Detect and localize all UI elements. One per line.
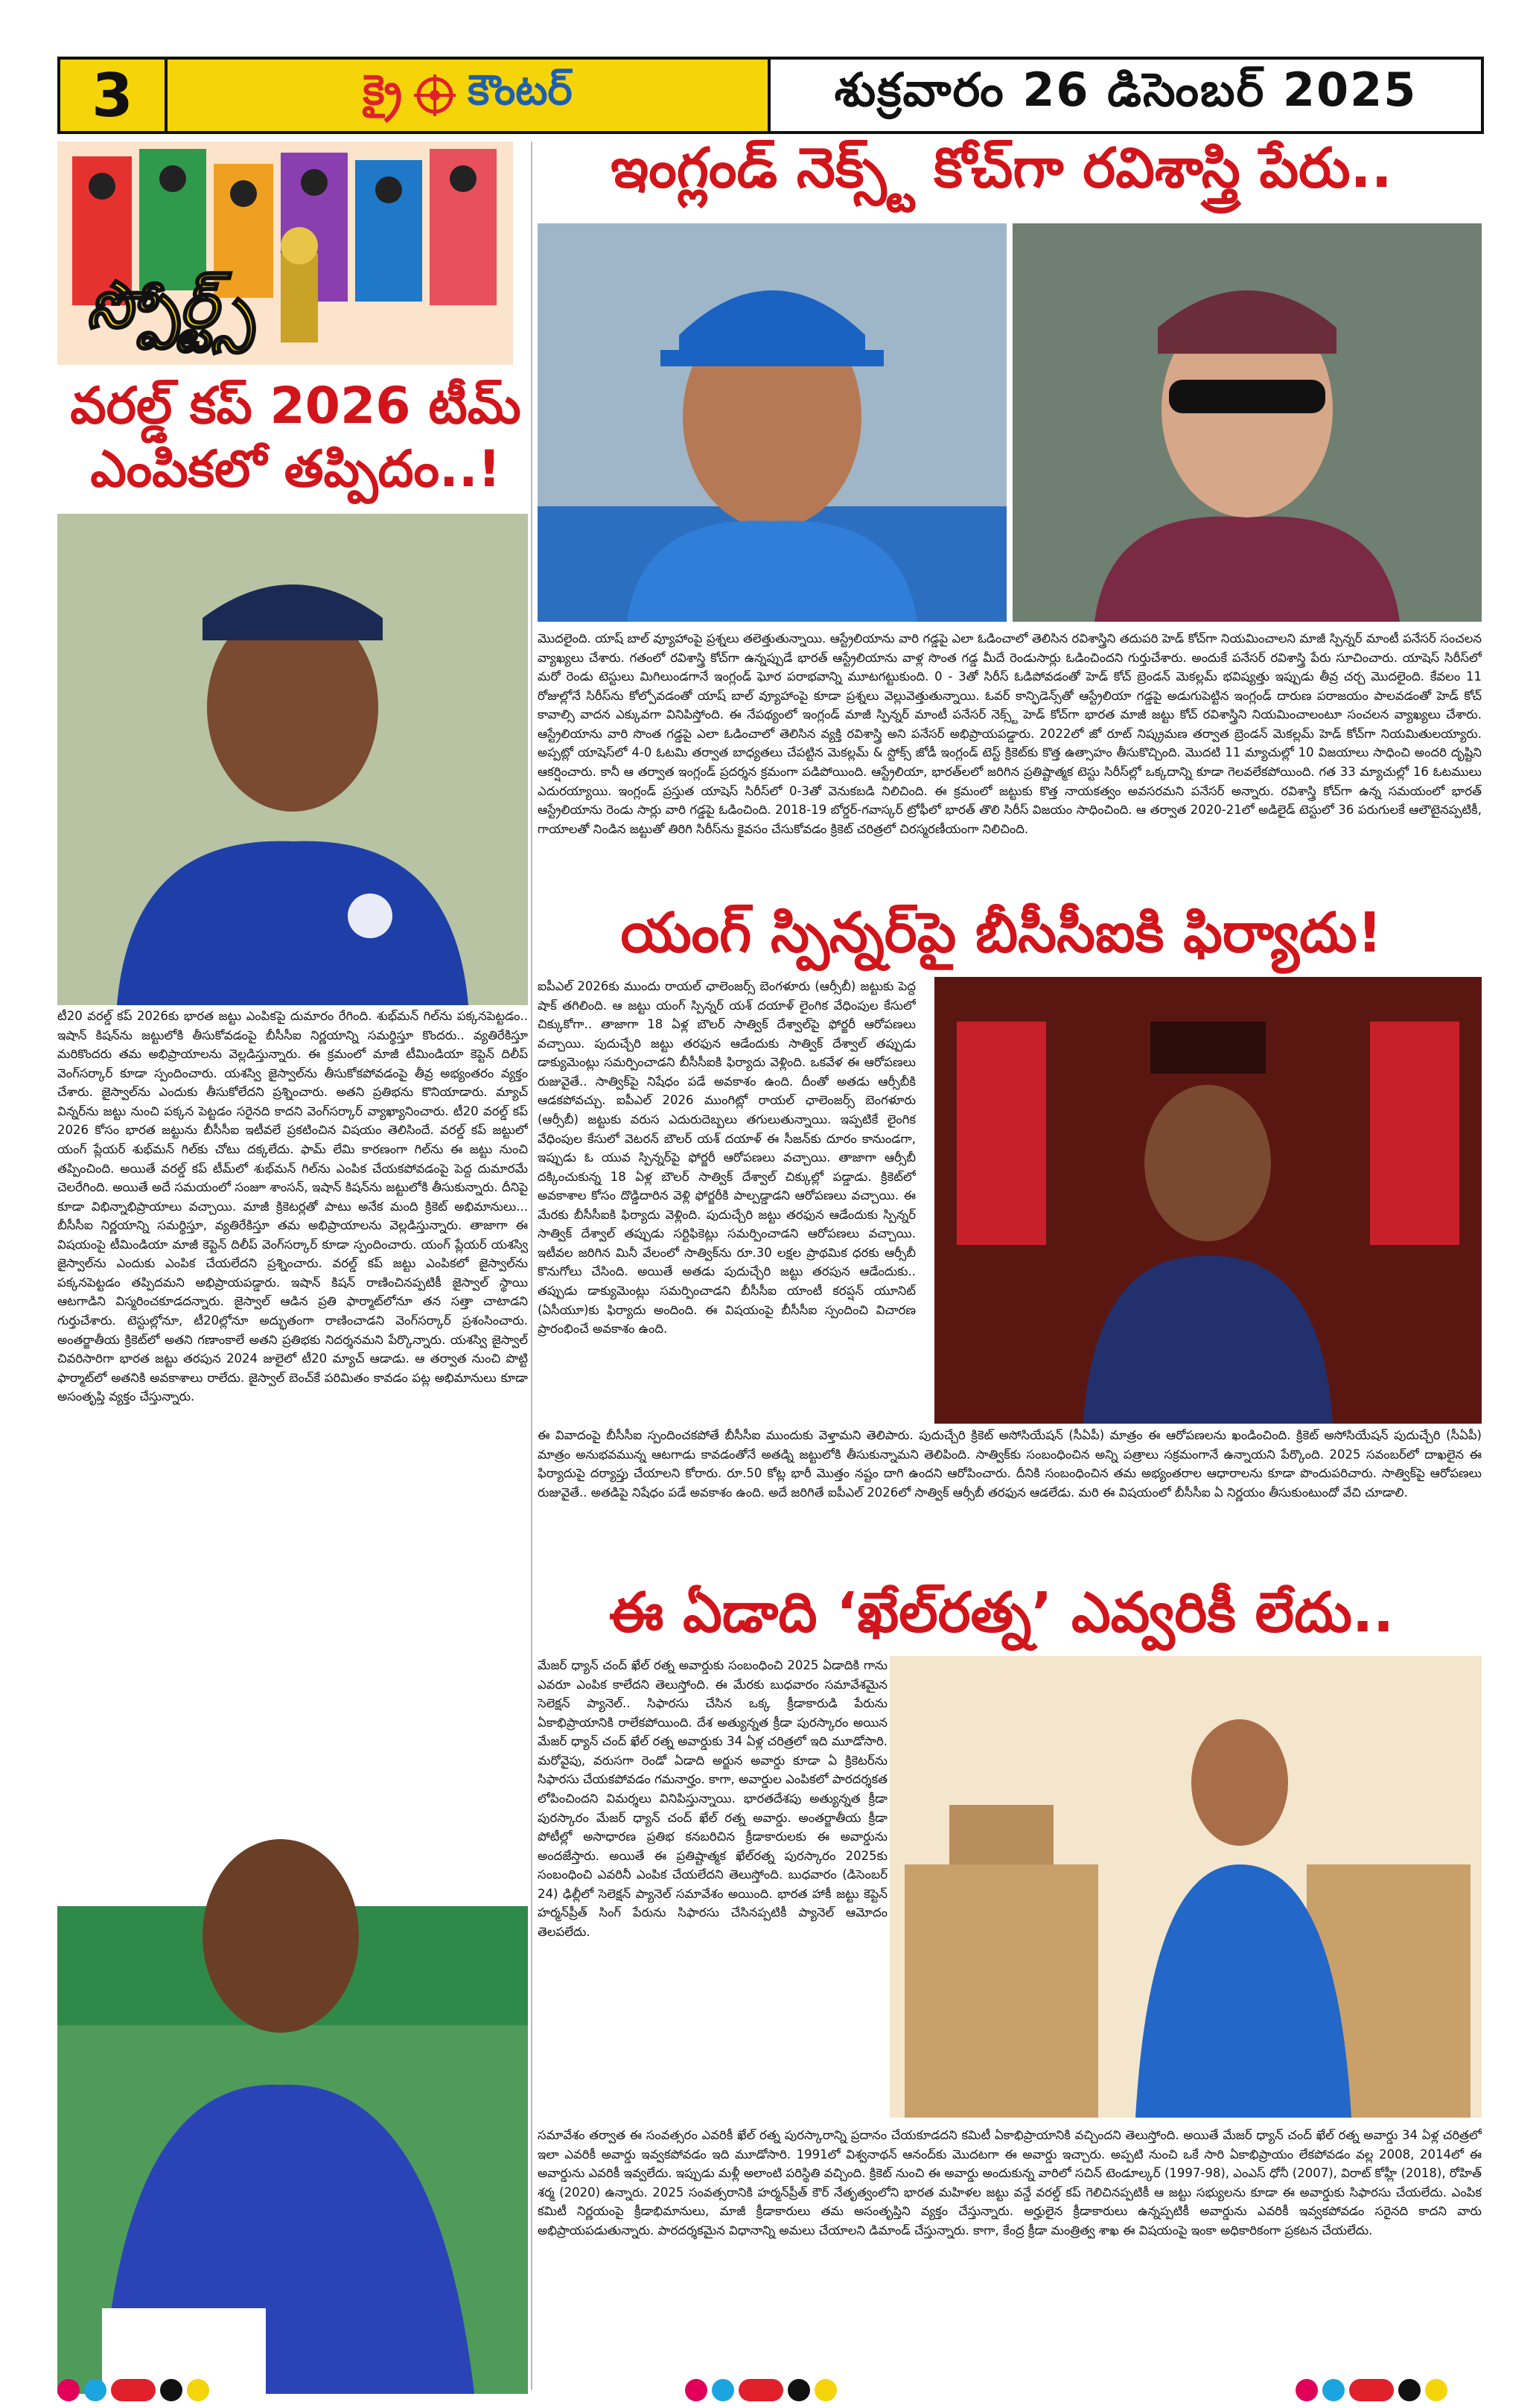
newspaper-brand: [168, 57, 768, 134]
page-number: 3: [57, 57, 168, 134]
headline-rcb-spinner: యంగ్ స్పిన్నర్‌పై బీసీసీఐకి ఫిర్యాదు!: [620, 901, 1383, 965]
article-body-khel-ratna-continued: సమావేశం తర్వాత ఈ సంవత్సరం ఎవరికీ ఖేల్ రత్న పురస్కారాన్ని ప్రదానం చేయకూడదని కమిటీ ఏకాభిప్రాయానికి వచ్చిందని తెలుస్తోంది. అయితే మేజర్ ధ్యాన్ చంద్ ఖేల్ రత్న అవార్డు 34 ఏళ్ల చరిత్రలో ఇలా ఎవరికీ అవార్డు ఇవ్వకపోవడం ఇది మూడోసారి. 1991లో విశ్వనాథన్ ఆనంద్‌కు మొదటగా ఈ అవార్డు ఇచ్చారు. అప్పటి నుంచి ఒకే సారి ఏకాభిప్రాయం లేకపోవడం వల్ల 2008, 2014లో ఈ అవార్డును ఎవరికీ ఇవ్వలేదు. ఇప్పుడు మళ్లీ అలాంటి పరిస్థితి వచ్చింది. క్రికెట్ నుంచి ఈ అవార్డు అందుకున్న వారిలో సచిన్ టెండూల్కర్ (1997-98), ఎంఎస్ ధోనీ (2007), విరాట్ కోహ్లీ (2018), రోహిత్ శర్మ (2020) ఉన్నారు. 2025 సంవత్సరానికి హర్మన్‌ప్రీత్ కౌర్ నేతృత్వంలోని భారత మహిళల జట్టు వన్డే వరల్డ్ కప్ గెలిచినప్పటికీ ఆ జట్టు సభ్యులను కూడా ఈ అవార్డుకు సిఫారసు చేయలేదు. ఎంపిక కమిటీ నిర్ణయంపై క్రీడాభిమానులు, మాజీ క్రీడాకారులు తమ అసంతృప్తిని వ్యక్తం చేస్తున్నారు. అర్హులైన క్రీడాకారులు ఉన్నప్పటికీ అవార్డును ఎవరికీ ఇవ్వకపోవడం సరైనది కాదని వారు అభిప్రాయపడుతున్నారు. పారదర్శకమైన విధానాన్ని అమలు చేయాలని డిమాండ్ చేస్తున్నారు. కాగా, కేంద్ర క్రీడా మంత్రిత్వ శాఖ ఈ విషయంపై ఇంకా అధికారికంగా ప్రకటన చేయలేదు.: [538, 2128, 1482, 2237]
crosshair-icon: [412, 73, 457, 118]
print-color-bar-center: [685, 2379, 837, 2401]
sports-section-logo: [57, 141, 513, 365]
article-body-khel-ratna: మేజర్ ధ్యాన్ చంద్ ఖేల్ రత్న అవార్డుకు సంబంధించి 2025 ఏడాదికి గాను ఎవరూ ఎంపిక కాలేదని తెలుస్తోంది. ఈ మేరకు బుధవారం సమావేశమైన సెలెక్షన్ ప్యానెల్.. సిఫారసు చేసిన ఒక్క క్రీడాకారుడి పేరును ఏకాభిప్రాయానికి రాలేకపోయింది. దేశ అత్యున్నత క్రీడా పురస్కారం అయిన మేజర్ ధ్యాన్ చంద్ ఖేల్ రత్న అవార్డుకు 34 ఏళ్ల చరిత్రలో ఇది మూడోసారి. మరోవైపు, వరుసగా రెండో ఏడాది అర్జున అవార్డు కూడా ఏ క్రికెటర్‌ను సిఫారసు చేయకపోవడం గమనార్హం. కాగా, అవార్డుల ఎంపికలో పారదర్శకత లోపించిందని విమర్శలు వినిపిస్తున్నాయి. భారతదేశపు అత్యున్నత క్రీడా పురస్కారం మేజర్ ధ్యాన్ చంద్ ఖేల్ రత్న అవార్డు. అంతర్జాతీయ క్రీడా పోటీల్లో అసాధారణ ప్రతిభ కనబరిచిన క్రీడాకారులకు ఈ అవార్డును అందజేస్తారు. అయితే ఈ ప్రతిష్టాత్మక ఖేల్‌రత్న పురస్కారం 2025కు సంబంధించి ఎవరినీ ఎంపిక చేయలేదని తెలుస్తోంది. బుధవారం (డిసెంబర్ 24) ఢిల్లీలో సెలెక్షన్ ప్యానెల్ సమావేశం అయింది. భారత హాకీ జట్టు కెప్టెన్ హర్మన్‌ప్రీత్ సింగ్ పేరును సిఫారసు చేసినప్పటికీ ప్యానెల్ ఆమోదం తెలపలేదు.: [538, 1658, 888, 1939]
headline-worldcup-line1: వరల్డ్ కప్ 2026 టీమ్: [70, 377, 521, 436]
article-body-rcb-continued: ఈ వివాదంపై బీసీసీఐ స్పందించకపోతే బీసీసీఐ ముందుకు వెళ్తామని తెలిపారు. పుదుచ్చేరి క్రికెట్ అసోసియేషన్ (సీఏపీ) మాత్రం ఈ ఆరోపణలను ఖండించింది. క్రికెట్ అసోసియేషన్ పుదుచ్చేరి (సీఏపీ) మాత్రం అనుభవమున్న ఆటగాడు కావడంతోనే అతడ్ని జట్టులోకి తీసుకున్నామని తెలిపింది. సాత్విక్‌కు సంబంధించిన అన్ని పత్రాలు సక్రమంగానే ఉన్నాయని పేర్కొంది. 2025 సవంబర్‌లో దాఖలైన ఈ ఫిర్యాదుపై దర్యాప్తు చేయాలని కోరారు. రూ.50 కోట్ల భారీ మొత్తం నష్టం దాగి ఉందని ఆరోపించారు. దీనికి సంబంధించిన తమ అభ్యంతరాల ఆధారాలను కూడా పొందుపరిచారు. సాత్విక్‌పై ఆరోపణలు రుజువైతే.. అతడిపై నిషేధం పడే అవకాశం ఉంది. అదే జరిగితే ఐపీఎల్ 2026లో సాత్విక్ ఆర్సీబీ తరఫున ఆడలేడు. మరి ఈ విషయంలో బీసీసీఐ ఏ నిర్ణయం తీసుకుంటుందో వేచి చూడాలి.: [538, 1428, 1482, 1500]
issue-date: శుక్రవారం 26 డిసెంబర్ 2025: [768, 57, 1484, 134]
article-body-worldcup: టీ20 వరల్డ్ కప్ 2026కు భారత జట్టు ఎంపికపై దుమారం రేగింది. శుభ్‌మన్ గిల్‌ను పక్కనపెట్టడం.. ఇషాన్ కిషన్‌ను జట్టులోకి తీసుకోవడంపై బీసీసీఐ నిర్ణయాన్ని సమర్థిస్తూ కొందరు.. వ్యతిరేకిస్తూ మరికొందరు తమ అభిప్రాయాలను వెల్లడిస్తున్నారు. ఈ క్రమంలో మాజీ టీమిండియా కెప్టెన్ దిలీప్ వెంగ్‌సర్కార్ కూడా స్పందించారు. యశస్వి జైస్వాల్‌ను తీసుకోకపోవడంపై తీవ్ర అభ్యంతరం వ్యక్తం చేశారు. జైస్వాల్‌ను ఎందుకు తీసుకోలేదని ప్రశ్నించారు. అతని ప్రతిభను కొనియాడారు. మ్యాచ్ విన్నర్‌ను జట్టు నుంచి పక్కన పెట్టడం సరైనది కాదని వెంగ్‌సర్కార్ వ్యాఖ్యానించారు. టీ20 వరల్డ్ కప్ 2026 కోసం భారత జట్టును బీసీసీఐ ఇటీవలే ప్రకటించిన విషయం తెలిసిందే. వరల్డ్ కప్ జట్టులో యంగ్ ప్లేయర్ శుభ్‌మన్ గిల్‌కు చోటు దక్కలేదు. ఫామ్ లేమి కారణంగా గిల్‌ను ఈ జట్టు నుంచి తప్పించింది. అయితే వరల్డ్ కప్ టీమ్‌లో శుభ్‌మన్ గిల్‌ను ఎంపిక చేయకపోవడంపై పెద్ద దుమారమే చెలరేగింది. అయితే అదే సమయంలో సంజూ శాంసన్, ఇషాన్ కిషన్‌ను జట్టులోకి తీసుకున్నారు. దీనిపై కూడా విభిన్నాభిప్రాయాలు వచ్చాయి. మాజీ క్రికెటర్లతో పాటు అనేక మంది క్రికెట్ అభిమానులు... బీసీసీఐ నిర్ణయాన్ని సమర్థిస్తూ, వ్యతిరేకిస్తూ తమ అభిప్రాయాలను వెల్లడిస్తున్నారు. తాజాగా ఈ విషయంపై టీమిండియా మాజీ కెప్టెన్ దిలీప్ వెంగ్‌సర్కార్ కూడా స్పందించారు. యంగ్ ప్లేయర్ యశస్వి జైస్వాల్‌ను ఎందుకు ఎంపిక చేయలేదని ప్రశ్నించారు. వరల్డ్ కప్ జట్టు ఎంపికలో జైస్వాల్‌ను పక్కనపెట్టడం తప్పిదమని అభిప్రాయపడ్డారు. ఇషాన్ కిషన్ రాణించినప్పటికీ జైస్వాల్ స్థాయి ఆటగాడిని విస్మరించకూడదన్నారు. జైస్వాల్ ఆడిన ప్రతి ఫార్మాట్‌లోనూ తన సత్తా చాటాడని గుర్తుచేశారు. టెస్టుల్లోనూ, టీ20ల్లోనూ అద్భుతంగా రాణించాడని వెంగ్‌సర్కార్ ప్రశంసించారు. అంతర్జాతీయ క్రికెట్‌లో అతని గణాంకాలే అతని ప్రతిభకు నిదర్శనమని పేర్కొన్నారు. యశస్వి జైస్వాల్ చివరిసారిగా భారత జట్టు తరపున 2024 జులైలో టీ20 మ్యాచ్ ఆడాడు. ఆ తర్వాత నుంచి పొట్టి ఫార్మాట్‌లో అతనికి అవకాశాలు రాలేదు. జైస్వాల్ బెంచ్‌కే పరిమితం కావడం పట్ల అభిమానులు కూడా అసంతృప్తి వ్యక్తం చేస్తున్నారు.: [57, 1009, 528, 1404]
photo-ravi-shastri: [538, 223, 1007, 622]
print-color-bar-left: [57, 2379, 209, 2401]
photo-harmanpreet-kaur: [890, 1656, 1482, 2118]
photo-rcb-player: [934, 977, 1482, 1424]
article-body-england-coach: మొదలైంది. యాష్ బాల్ వ్యూహాంపై ప్రశ్నలు తలెత్తుతున్నాయి. ఆస్ట్రేలియాను వారి గడ్డపై ఎలా ఓడించాలో తెలిసిన రవిశాస్త్రిని తదుపరి హెడ్ కోచ్‌గా నియమించాలని మాజీ స్పిన్నర్ మాంటీ పనేసర్ సంచలన వ్యాఖ్యలు చేశారు. గతంలో రవిశాస్త్రి కోచ్‌గా ఉన్నప్పుడే భారత్ ఆస్ట్రేలియాను వాళ్ల సొంత గడ్డ మీదే రెండుసార్లు ఓడించిందని గుర్తుచేశారు. అందుకే పనేసర్ రవిశాస్త్రి పేరు సూచించారు. యాషెస్ సిరీస్‌లో మరో రెండు టెస్టులు మిగిలుండగానే ఇంగ్లండ్ ఘోర పరాభవాన్ని మూటగట్టుకుంది. 0 - 3తో సిరీస్ ఓడిపోవడంతో హెడ్ కోచ్ బ్రెండన్ మెకల్లమ్ భవిష్యత్తు ఇప్పుడు తీవ్ర చర్చ మొదలైంది. కేవలం 11 రోజుల్లోనే సిరీస్‌ను కోల్పోవడంతో యాష్ బాల్ వ్యూహాంపై కూడా ప్రశ్నలు వెల్లువెత్తుతున్నాయి. ఓవర్ కాన్ఫిడెన్స్‌తో ఆస్ట్రేలియా గడ్డపై అడుగుపెట్టిన ఇంగ్లండ్ దారుణ పరాజయం పాలవడంతో హెడ్ కోచ్ కావాల్సి వాదన ఎక్కువగా వినిపిస్తోంది. ఈ నేపథ్యంలో ఇంగ్లండ్ మాజీ స్పిన్నర్ మాంటీ పనేసర్ నెక్స్ట్ హెడ్ కోచ్‌గా భారత మాజీ జట్టు కోచ్ రవిశాస్త్రిని నియమించాలంటూ సంచలన వ్యాఖ్యలు చేశారు. ఆస్ట్రేలియాను వారి సొంత గడ్డపై ఎలా ఓడించాలో తెలిసిన వ్యక్తి రవిశాస్త్రి అని పనేసర్ అభిప్రాయపడ్డారు. 2022లో జో రూట్ నిష్క్రమణ తర్వాత బ్రెండన్ మెకల్లమ్ హెడ్ కోచ్‌గా నియమితులయ్యారు. అప్పట్లో యాషెస్‌లో 4-0 ఓటమి తర్వాత బాధ్యతలు చేపట్టిన మెకల్లమ్ & స్టోక్స్ జోడీ ఇంగ్లండ్ టెస్ట్ క్రికెట్‌కు కొత్త ఉత్సాహం తీసుకొచ్చింది. మొదటి 11 మ్యాచుల్లో 10 విజయాలు సాధించి అందరి దృష్టిని ఆకర్షించారు. కానీ ఆ తర్వాత ఇంగ్లండ్ ప్రదర్శన క్రమంగా పడిపోయింది. ఆస్ట్రేలియా, భారత్‌లలో జరిగిన ప్రతిష్టాత్మక టెస్టు సిరీస్‌ల్లో ఒక్కదాన్ని కూడా గెలవలేకపోయింది. గత 33 మ్యాచుల్లో 16 ఓటములు ఎదురయ్యాయి. ఇంగ్లండ్ ప్రస్తుత యాషెస్ సిరీస్‌లో 0-3తో వెనుకబడి నిలిచింది. ఈ క్రమంలో జట్టుకు కొత్త నాయకత్వం అవసరమని పనేసర్ అన్నారు. రవిశాస్త్రి కోచ్‌గా ఉన్న సమయంలో భారత్ ఆస్ట్రేలియాను రెండు సార్లు వారి గడ్డపై ఓడించింది. 2018-19 బోర్డర్-గవాస్కర్ ట్రోఫీలో భారత్ తొలి సిరీస్ విజయం సాధించింది. ఆ తర్వాత 2020-21లో అడిలైడ్ టెస్టులో 36 పరుగులకే ఆలౌటైనప్పటికీ, గాయాలతో నిండిన జట్టుతో తిరిగి సిరీస్‌ను కైవసం చేసుకోవడం క్రికెట్ చరిత్రలో చిరస్మరణీయంగా నిలిచింది.: [538, 631, 1482, 836]
headline-worldcup-line2: ఎంపికలో తప్పిదం..!: [90, 440, 501, 499]
sports-logo-label: స్పోర్ట్స్: [87, 268, 256, 343]
photo-yashasvi-jaiswal-laughing: [57, 1742, 528, 2394]
brand-text-part1: క్రై: [363, 66, 403, 115]
article-body-rcb: ఐపీఎల్ 2026కు ముందు రాయల్ ఛాలెంజర్స్ బెంగళూరు (ఆర్సీబీ) జట్టుకు పెద్ద షాక్ తగిలింది. ఆ జట్టు యంగ్ స్పిన్నర్ యశ్ దయాళ్ లైంగిక వేధింపుల కేసులో చిక్కుకోగా.. తాజాగా 18 ఏళ్ల బౌలర్ సాత్విక్ దేశ్వాల్‌పై ఫోర్జరీ ఆరోపణలు వచ్చాయి. పుదుచ్చేరి జట్టు తరఫున ఆడేందుకు సాత్విక్ దేశ్వాల్ తప్పుడు డాక్యుమెంట్లు సమర్పించాడని బీసీసీఐకి ఫిర్యాదు వెళ్లింది. ఒకవేళ ఈ ఆరోపణలు రుజువైతే.. సాత్విక్‌పై నిషేధం పడే అవకాశం ఉంది. దీంతో అతడు ఆర్సీబీకి ఆడకపోవచ్చు. ఐపీఎల్ 2026 ముంగిట్లో రాయల్ ఛాలెంజర్స్ బెంగళూరు (ఆర్సీబీ) జట్టుకు వరుస ఎదురుదెబ్బలు తగులుతున్నాయి. ఇప్పటికే లైంగిక వేధింపుల కేసులో వెటరన్ బౌలర్ యశ్ దయాళ్ ఈ సీజన్‌కు దూరం కానుండగా, ఇప్పుడు ఓ యువ స్పిన్నర్‌పై ఫోర్జరీ ఆరోపణలు వచ్చాయి. తాజాగా ఆర్సీబీ దక్కించుకున్న 18 ఏళ్ల బౌలర్ సాత్విక్ దేశ్వాల్ చిక్కుల్లో పడ్డాడు. క్రికెట్‌లో అవకాశాల కోసం దొడ్డిదారిన వెళ్లి ఫోర్జరీకి పాల్పడ్డాడని ఆరోపణలు వచ్చాయి. ఈ మేరకు బీసీసీఐకి ఫిర్యాదు వెళ్లింది. పుదుచ్చేరి జట్టు తరఫున ఆడేందుకు స్పిన్నర్ సాత్విక్ దేశ్వాల్ తప్పుడు సర్టిఫికెట్లు సమర్పించాడని ఆరోపణలు వచ్చాయి. ఇటీవల జరిగిన మినీ వేలంలో సాత్విక్‌ను రూ.30 లక్షల ప్రాథమిక ధరకు ఆర్సీబీ కొనుగోలు చేసింది. అయితే అతడు పుదుచ్చేరి జట్టు తరపున ఆడేందుకు.. తప్పుడు డాక్యుమెంట్లు సమర్పించాడని బీసీసీఐ యాంటీ కరప్షన్ యూనిట్ (ఏసీయూ)కు ఫిర్యాదు అందింది. ఈ విషయంపై బీసీసీఐ స్పందించి విచారణ ప్రారంభించే అవకాశం ఉంది.: [538, 979, 916, 1337]
brand-text-part2: కౌంటర్: [468, 66, 573, 115]
photo-yashasvi-jaiswal-portrait: [57, 514, 528, 1005]
headline-england-coach: ఇంగ్లండ్ నెక్స్ట్ కోచ్‌గా రవిశాస్త్రి పేరు..: [611, 136, 1392, 200]
photo-brendon-mccullum: [1013, 223, 1482, 622]
print-color-bar-right: [1296, 2379, 1447, 2401]
headline-khel-ratna: ఈ ఏడాది ‘ఖేల్‌రత్న’ ఎవ్వరికీ లేదు..: [608, 1581, 1395, 1645]
